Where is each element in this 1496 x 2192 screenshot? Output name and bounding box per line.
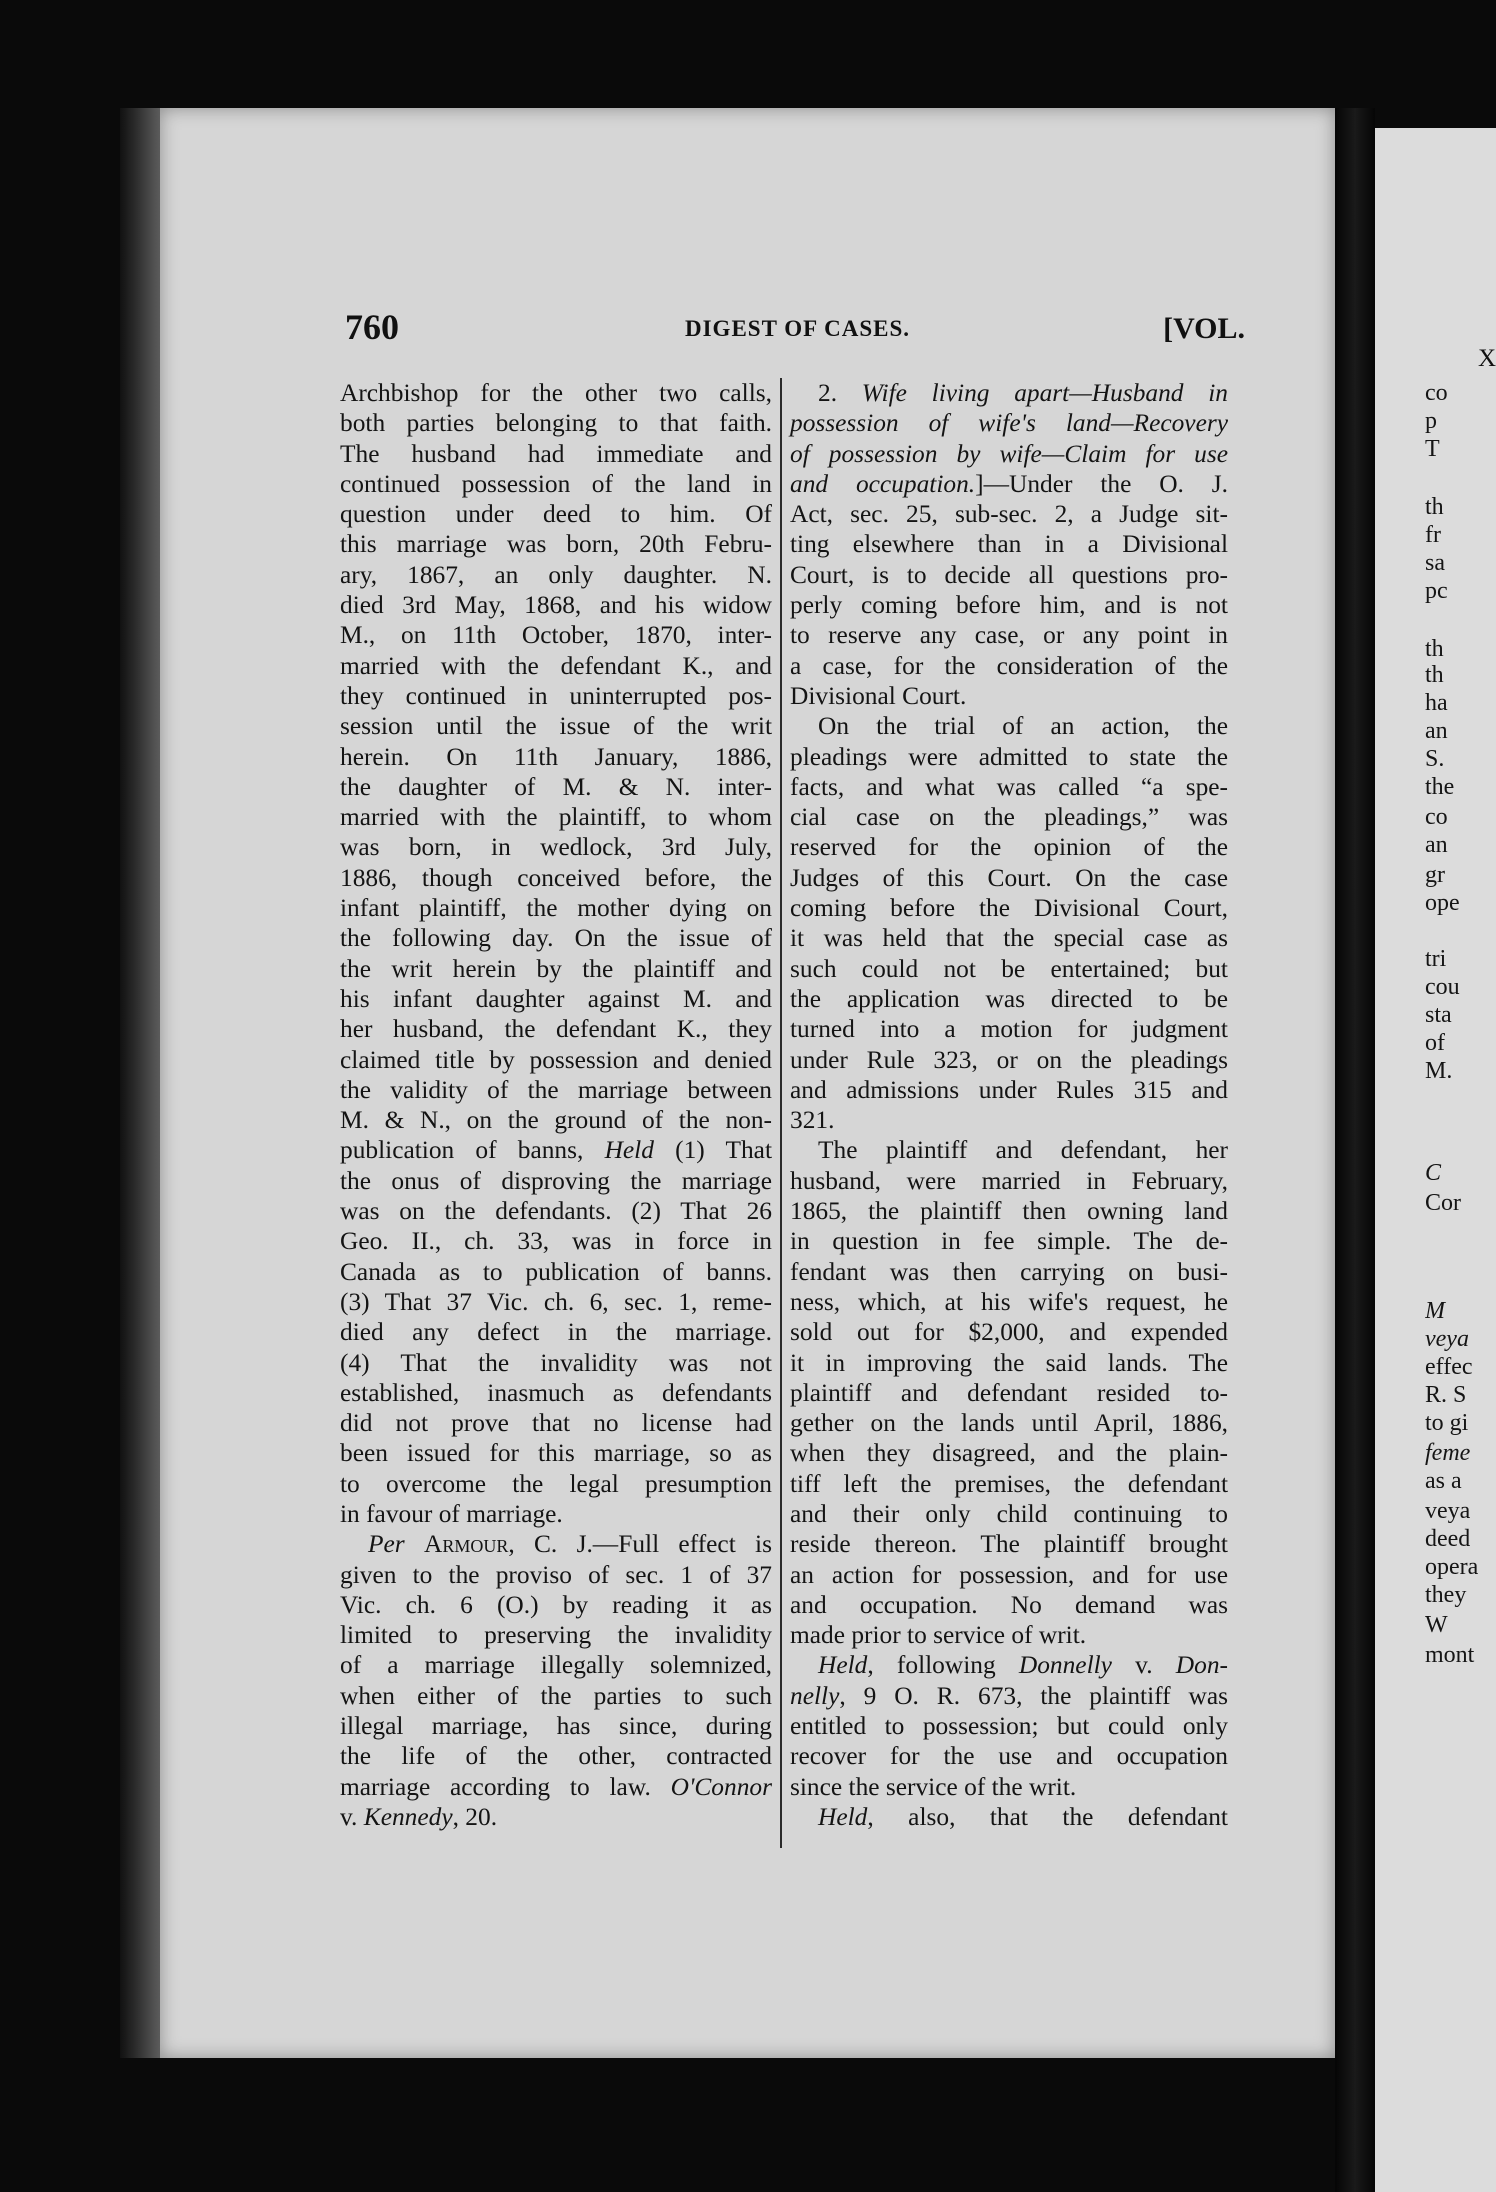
text-line: On the trial of an action, the — [818, 712, 1228, 741]
text-line: the validity of the marriage between — [340, 1075, 772, 1104]
text-line: was on the defendants. (2) That 26 — [340, 1197, 772, 1226]
text-line: The husband had immediate and — [340, 439, 772, 468]
text-line: was born, in wedlock, 3rd July, — [340, 833, 772, 862]
next-page-fragment: an — [1425, 832, 1448, 858]
text-line: the writ herein by the plaintiff and — [340, 954, 772, 983]
text-line: 1886, though conceived before, the — [340, 863, 772, 892]
held-word: Held — [604, 1136, 654, 1165]
next-page-fragment: deed — [1425, 1526, 1471, 1552]
text-line: the following day. On the issue of — [340, 924, 772, 953]
next-page-fragment: as a — [1425, 1468, 1462, 1494]
text-line: when they disagreed, and the plain- — [790, 1439, 1228, 1468]
text-line: limited to preserving the invalidity — [340, 1621, 772, 1650]
case-name-a: O'Connor — [670, 1772, 772, 1801]
armour-name: Armour — [423, 1530, 509, 1559]
text-line: (4) That the invalidity was not — [340, 1348, 772, 1377]
donnelly-v: v. — [1135, 1651, 1153, 1680]
next-page-fragment: ha — [1425, 690, 1448, 716]
page-header — [345, 306, 1245, 356]
text-line: married with the defendant K., and — [340, 651, 772, 680]
column-rule — [780, 378, 782, 1848]
text-line: and occupation. No demand was — [790, 1590, 1228, 1619]
donnelly-b: Don- — [1175, 1651, 1228, 1680]
text-line: reserved for the opinion of the — [790, 833, 1228, 862]
nelly-tail: , 9 O. R. 673, the plaintiff was — [839, 1681, 1228, 1710]
case-citation-line — [340, 1802, 772, 1832]
marriage-text: marriage according to law. — [340, 1772, 651, 1801]
next-page-fragment: Cor — [1425, 1190, 1461, 1216]
next-page-fragment: an — [1425, 718, 1448, 744]
text-line: this marriage was born, 20th Febru- — [340, 530, 772, 559]
held-tail: (1) That — [675, 1136, 772, 1165]
text-line: it was held that the special case as — [790, 924, 1228, 953]
heading-line-3 — [790, 469, 1228, 499]
text-line: the daughter of M. & N. inter- — [340, 772, 772, 801]
next-page-fragment: R. S — [1425, 1382, 1467, 1408]
text-line: 321. — [790, 1106, 835, 1135]
marriage-line — [340, 1772, 772, 1802]
next-page-fragment: T — [1425, 436, 1440, 462]
next-page-fragment: they — [1425, 1582, 1467, 1608]
running-title: DIGEST OF CASES. — [685, 316, 910, 341]
next-page-fragment: co — [1425, 804, 1448, 830]
paragraph-1 — [790, 499, 1228, 711]
text-line: pleadings were admitted to state the — [790, 742, 1228, 771]
per-armour-line — [340, 1529, 772, 1559]
text-line: Vic. ch. 6 (O.) by reading it as — [340, 1590, 772, 1619]
next-page-header-fragment — [1478, 345, 1496, 372]
next-page-fragment: sta — [1425, 1002, 1452, 1028]
heading-text-0: Wife living apart—Husband in — [861, 379, 1228, 407]
nelly-word: nelly — [790, 1681, 840, 1710]
heading-number: 2. — [818, 379, 838, 407]
next-page-fragment: C — [1425, 1160, 1442, 1186]
text-line: when either of the parties to such — [340, 1681, 772, 1710]
nelly-line — [790, 1681, 1228, 1711]
held2-line — [790, 1650, 1228, 1680]
next-page-fragment: W — [1425, 1612, 1448, 1638]
next-page-fragment: gr — [1425, 862, 1445, 888]
text-line: ness, which, at his wife's request, he — [790, 1287, 1228, 1316]
text-line: the application was directed to be — [790, 984, 1228, 1013]
text-line: M., on 11th October, 1870, inter- — [340, 621, 772, 650]
next-page-fragment: th — [1425, 636, 1444, 662]
heading-last-tail: ]—Under the O. J. — [975, 469, 1228, 498]
page-number: 760 — [345, 307, 399, 347]
heading-last-italic: and occupation. — [790, 469, 976, 498]
next-page-fragment: cou — [1425, 974, 1460, 1000]
text-line: Divisional Court. — [790, 681, 967, 710]
text-line: the life of the other, contracted — [340, 1742, 772, 1771]
next-page-fragment: mont — [1425, 1642, 1475, 1668]
held3-line — [790, 1802, 1228, 1832]
left-column-lines-a — [340, 378, 772, 1135]
held3-word: Held — [818, 1802, 868, 1831]
text-line: both parties belonging to that faith. — [340, 409, 772, 438]
per-word: Per — [368, 1530, 405, 1559]
text-line: Act, sec. 25, sub-sec. 2, a Judge sit- — [790, 500, 1228, 529]
left-line-25: publication of banns, — [340, 1136, 584, 1165]
text-line: a case, for the consideration of the — [790, 651, 1228, 680]
text-line: illegal marriage, has since, during — [340, 1712, 772, 1741]
text-line: to reserve any case, or any point in — [790, 621, 1228, 650]
case-v: v. — [340, 1802, 358, 1831]
next-page-fragment: pc — [1425, 578, 1448, 604]
text-line: facts, and what was called “a spe- — [790, 772, 1228, 801]
next-page-fragment: th — [1425, 662, 1444, 688]
text-line: ting elsewhere than in a Divisional — [790, 530, 1228, 559]
next-page-fragment: S. — [1425, 746, 1445, 772]
paragraph-3 — [790, 1135, 1228, 1650]
text-line: question under deed to him. Of — [340, 500, 772, 529]
next-page-fragment: M — [1425, 1298, 1445, 1324]
donnelly-a: Donnelly — [1018, 1651, 1112, 1680]
book-gutter — [1335, 108, 1375, 2192]
next-page-fragment: sa — [1425, 550, 1445, 576]
next-page-fragment: th — [1425, 494, 1444, 520]
text-line: session until the issue of the writ — [340, 712, 772, 741]
text-line: to overcome the legal presumption — [340, 1469, 772, 1498]
text-line: continued possession of the land in — [340, 469, 772, 498]
text-line: Court, is to decide all questions pro- — [790, 560, 1228, 589]
text-line: infant plaintiff, the mother dying on — [340, 894, 772, 923]
text-line: under Rule 323, or on the pleadings — [790, 1045, 1228, 1074]
text-line: husband, were married in February, — [790, 1166, 1228, 1195]
heading-line-0 — [790, 378, 1228, 408]
text-line: in question in fee simple. The de- — [790, 1227, 1228, 1256]
text-line: an action for possession, and for use — [790, 1560, 1228, 1589]
text-line: made prior to service of writ. — [790, 1621, 1087, 1650]
heading-line-2: of possession by wife—Claim for use — [790, 439, 1228, 468]
text-line: since the service of the writ. — [790, 1772, 1077, 1801]
text-line: given to the proviso of sec. 1 of 37 — [340, 1560, 772, 1589]
next-page-fragment: the — [1425, 774, 1455, 800]
text-line: recover for the use and occupation — [790, 1742, 1228, 1771]
text-line: ary, 1867, an only daughter. N. — [340, 560, 772, 589]
text-line: Geo. II., ch. 33, was in force in — [340, 1227, 772, 1256]
held2-word: Held — [818, 1651, 868, 1680]
left-column — [340, 378, 772, 1832]
text-line: it in improving the said lands. The — [790, 1348, 1228, 1377]
armour-tail: , C. J.—Full effect is — [508, 1530, 772, 1559]
text-line: been issued for this marriage, so as — [340, 1439, 772, 1468]
case-cite: , 20. — [452, 1802, 498, 1831]
text-line: his infant daughter against M. and — [340, 984, 772, 1013]
next-page-fragment: effec — [1425, 1354, 1473, 1380]
text-line: 1865, the plaintiff then owning land — [790, 1197, 1228, 1226]
held3-tail: , also, that the defendant — [867, 1802, 1228, 1831]
text-line: sold out for $2,000, and expended — [790, 1318, 1228, 1347]
text-line: fendant was then carrying on busi- — [790, 1257, 1228, 1286]
next-page-fragment: veya — [1425, 1326, 1469, 1352]
left-column-lines-b — [340, 1166, 772, 1530]
text-line: the onus of disproving the marriage — [340, 1166, 772, 1195]
next-page-fragment: p — [1425, 408, 1437, 434]
text-line: (3) That 37 Vic. ch. 6, sec. 1, reme- — [340, 1287, 772, 1316]
text-line: The plaintiff and defendant, her — [818, 1136, 1228, 1165]
text-line: M. & N., on the ground of the non- — [340, 1106, 772, 1135]
text-line: coming before the Divisional Court, — [790, 894, 1228, 923]
text-line: gether on the lands until April, 1886, — [790, 1409, 1228, 1438]
text-line: such could not be entertained; but — [790, 954, 1228, 983]
text-line: died 3rd May, 1868, and his widow — [340, 591, 772, 620]
text-line: in favour of marriage. — [340, 1499, 563, 1528]
next-page-fragment: ope — [1425, 890, 1460, 916]
next-page-fragment: to gi — [1425, 1410, 1469, 1436]
text-line: married with the plaintiff, to whom — [340, 803, 772, 832]
text-line: did not prove that no license had — [340, 1409, 772, 1438]
text-line: and admissions under Rules 315 and — [790, 1075, 1228, 1104]
paragraph-2 — [790, 711, 1228, 1135]
text-line: of a marriage illegally solemnized, — [340, 1651, 772, 1680]
held-line — [340, 1135, 772, 1165]
left-column-lines-c — [340, 1560, 772, 1772]
text-line: herein. On 11th January, 1886, — [340, 742, 772, 771]
next-page-fragment: opera — [1425, 1554, 1479, 1580]
text-line: died any defect in the marriage. — [340, 1318, 772, 1347]
next-page-fragment: co — [1425, 380, 1448, 406]
text-line: reside thereon. The plaintiff brought — [790, 1530, 1228, 1559]
text-line: her husband, the defendant K., they — [340, 1015, 772, 1044]
text-line: perly coming before him, and is not — [790, 591, 1228, 620]
case-name-b: Kennedy — [363, 1802, 453, 1831]
text-line: plaintiff and defendant resided to- — [790, 1378, 1228, 1407]
text-line: cial case on the pleadings,” was — [790, 803, 1228, 832]
text-line: they continued in uninterrupted pos- — [340, 681, 772, 710]
next-page-fragment: feme — [1425, 1440, 1471, 1466]
text-line: entitled to possession; but could only — [790, 1712, 1228, 1741]
volume-label: [VOL. — [1163, 312, 1245, 345]
next-page-fragment: tri — [1425, 946, 1447, 972]
text-line: Judges of this Court. On the case — [790, 863, 1228, 892]
next-page-fragment: veya — [1425, 1498, 1471, 1524]
next-page-fragment: M. — [1425, 1058, 1453, 1084]
text-line: turned into a motion for judgment — [790, 1015, 1228, 1044]
text-line: and their only child continuing to — [790, 1499, 1228, 1528]
text-line: established, inasmuch as defendants — [340, 1378, 772, 1407]
text-line: tiff left the premises, the defendant — [790, 1469, 1228, 1498]
text-line: Canada as to publication of banns. — [340, 1257, 772, 1286]
paragraph-4-rest — [790, 1711, 1228, 1802]
heading-line-1: possession of wife's land—Recovery — [790, 409, 1228, 438]
next-page-fragment: of — [1425, 1030, 1445, 1056]
text-line: Archbishop for the other two calls, — [340, 379, 772, 407]
held2-mid: , following — [867, 1651, 996, 1680]
right-column — [790, 378, 1228, 1832]
next-page-top-letter: X — [1478, 345, 1496, 372]
next-page-fragment: fr — [1425, 522, 1441, 548]
text-line: claimed title by possession and denied — [340, 1045, 772, 1074]
